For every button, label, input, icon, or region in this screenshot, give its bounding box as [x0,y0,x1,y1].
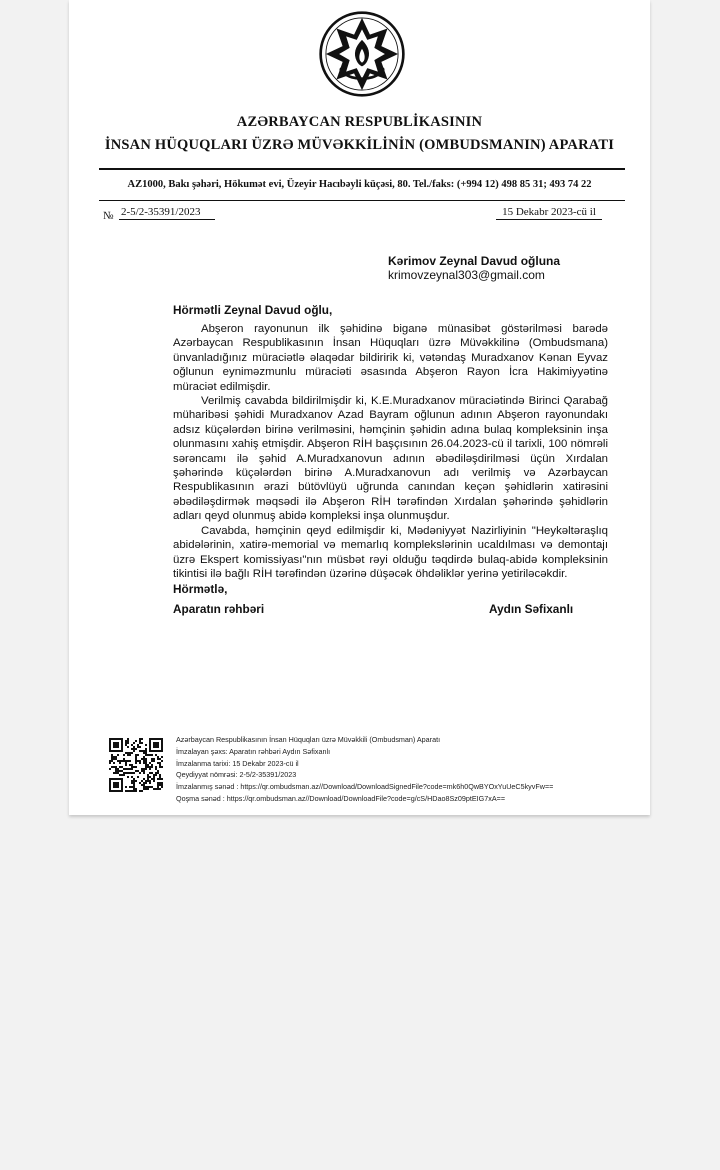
e-signature-line: İmzalayan şəxs: Aparatın rəhbəri Aydın Səfixanlı [176,746,331,756]
e-signature-line: Qoşma sənəd : https://qr.ombudsman.az//Download/DownloadFile?code=g/cS/HDao8Sz09ptEIG7xA== [176,793,506,803]
address-divider [99,200,625,201]
qr-code-icon [109,738,163,792]
organization-address: AZ1000, Bakı şəhəri, Hökumət evi, Üzeyir Hacıbəyli küçəsi, 80. Tel./faks: (+994 12) 498 85 31; 493 74 22 [127,179,592,190]
e-signature-line: Azərbaycan Respublikasının İnsan Hüquqları üzrə Müvəkkili (Ombudsman) Aparatı [176,735,441,744]
body-paragraph: Abşeron rayonunun ilk şəhidinə biganə münasibət göstərilməsi barədə Azərbaycan Respublikasının İnsan Hüquqları üzrə Müvəkkilinə (Ombudsmana) ünvanladığınız müraciətlə əlaqədar bildiririk ki, vətəndaş Muradxanov Kənan Eyvaz oğlunun eyniməzmunlu müraciəti əsasında Abşeron Rayon İcra Hakimiyyətinə müraciət edilmişdir. [173,323,608,393]
reference-number-label: № [103,210,114,222]
reference-number: 2-5/2-35391/2023 [119,206,215,220]
recipient-email: krimovzeynal303@gmail.com [388,268,545,282]
body-paragraph: Cavabda, həmçinin qeyd edilmişdir ki, Mədəniyyət Nazirliyinin "Heykəltəraşlıq abidələrinin, xatirə-memorial və memarlıq komplekslərinin ucaldılması və demontajı üzrə Ekspert komissiyası"nın müsbət rəyi olduğu təqdirdə bulaq-abidə kompleksinin tikintisi ilə bağlı RİH tərəfindən üzərinə düşəcək öhdəliklər yerinə yetiriləcəkdir. [173,524,608,580]
organization-name-line1: AZƏRBAYCAN RESPUBLİKASININ [236,114,483,130]
body-paragraph: Verilmiş cavabda bildirilmişdir ki, K.E.Muradxanov müraciətində Birinci Qarabağ müharibəsi şəhidi Muradxanov Azad Bayram oğlunun adının Abşeron rayonundakı adsız küçələrdən birinə verilməsini, həmçinin şəhidin adına bulaq kompleksinin inşa olunmasını xahiş etmişdir. Abşeron RİH başçısının 26.04.2023-cü il tarixli, 100 nömrəli sərəncamı ilə şəhid A.Muradxanovun adının əbədiləşdirilməsi üçün Xırdalan şəhərində küçələrdən birinə A.Muradxanovun adı verilmiş və Azərbaycan Respublikasının ərazi bütövlüyü uğrunda canından keçən şəhidlərin xatirəsini əbədiləşdirmək məqsədi ilə Abşeron RİH tərəfindən Xırdalan şəhərində şəhidlərin adları qeyd olunmuş abidə kompleksi inşa olunmuşdur. [173,395,608,523]
signer-name: Aydın Səfixanlı [489,602,574,616]
e-signature-line: İmzalanma tarixi: 15 Dekabr 2023-cü il [176,758,299,768]
azerbaijan-state-emblem-icon [318,10,406,98]
letter-page [69,0,650,815]
letter-date: 15 Dekabr 2023-cü il [496,206,602,220]
e-signature-line: İmzalanmış sənəd : https://qr.ombudsman.az//Download/DownloadSignedFile?code=mk6h0QwBYOxYuUeC5kyvFw== [176,782,554,792]
letter-greeting: Hörmətli Zeynal Davud oğlu, [173,303,333,317]
organization-name-line2: İNSAN HÜQUQLARI ÜZRƏ MÜVƏKKİLİNİN (OMBUDSMANIN) APARATI [104,137,615,153]
recipient-name: Kərimov Zeynal Davud oğluna [388,254,561,268]
e-signature-block [176,734,553,805]
letter-body [173,322,608,581]
header-divider [99,168,625,170]
e-signature-line: Qeydiyyat nömrəsi: 2-5/2-35391/2023 [176,770,297,780]
signer-position: Aparatın rəhbəri [173,602,265,616]
letter-closing: Hörmətlə, [173,582,228,596]
